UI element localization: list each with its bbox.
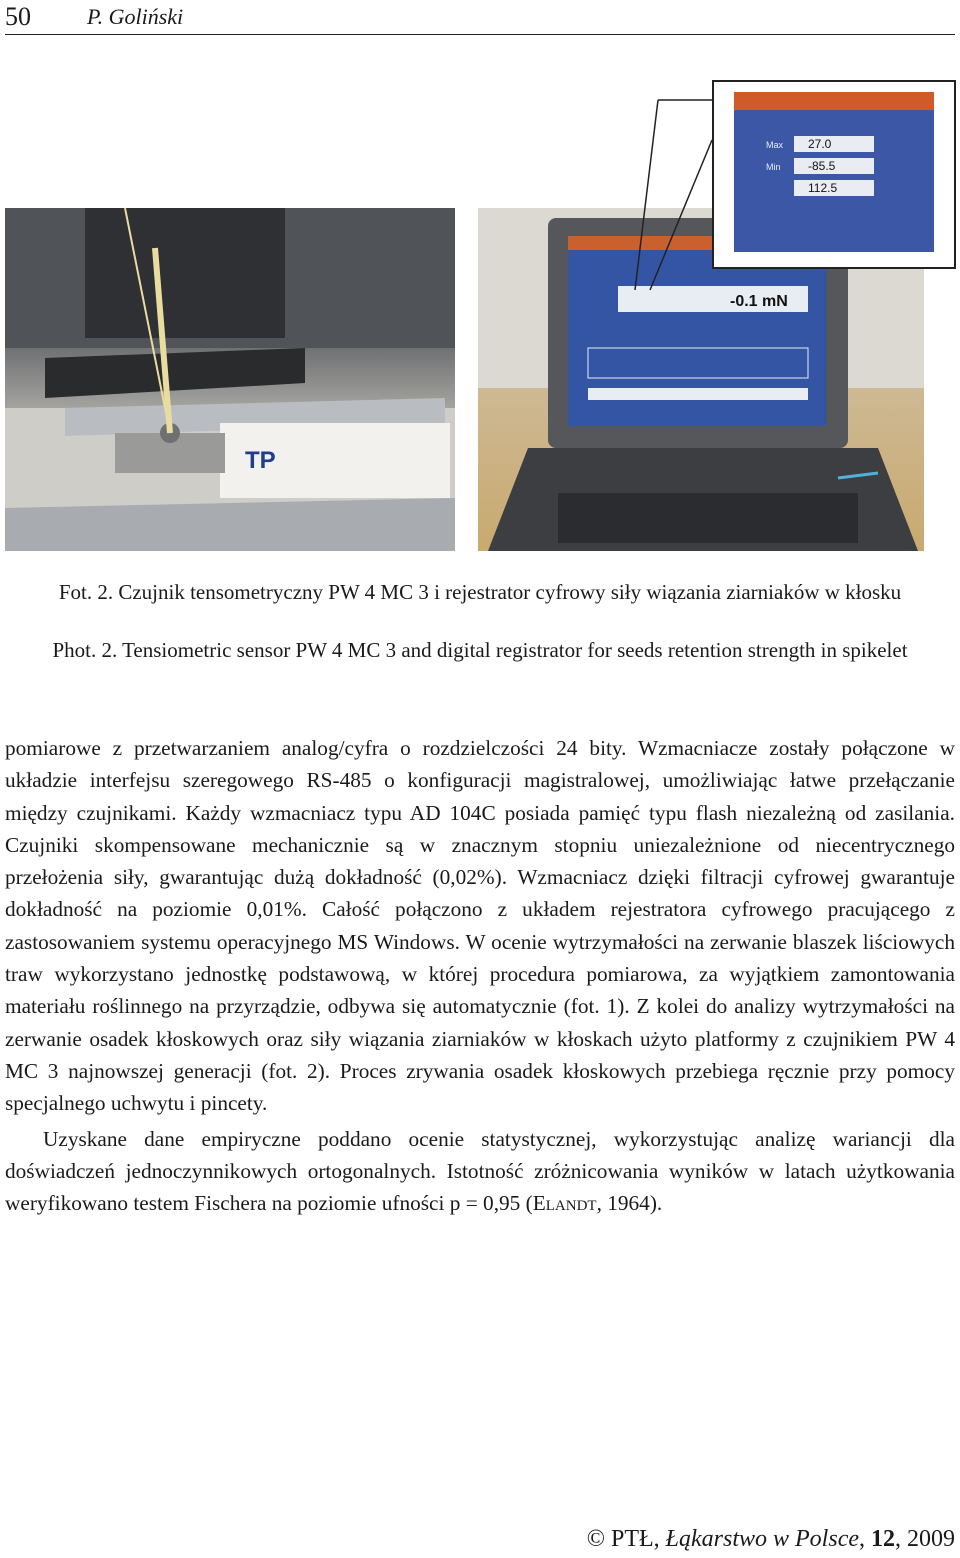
figure-caption-english: Phot. 2. Tensiometric sensor PW 4 MC 3 and digital registrator for seeds retention strength in spikelet (52, 638, 908, 662)
photo-sensor-platform (5, 208, 455, 551)
paragraph-2 (5, 1123, 955, 1220)
inset-title-bar (734, 92, 934, 110)
paragraph-1: pomiarowe z przetwarzaniem analog/cyfra o rozdzielczości 24 bity. Wzmacniacze zostały połączone w układzie interfejsu szeregowego RS-485 o konfiguracji magistralowej, umożliwiając łatwe przełączanie między czujnikami. Każdy wzmacniacz typu AD 104C posiada pamięć typu flash niezależną od zasilania. Czujniki skompensowane mechanicznie są w znacznym stopniu uniezależnione od niecentrycznego przełożenia siły, gwarantując dużą dokładność (0,02%). Wzmacniacz dzięki filtracji cyfrowej gwarantuje dokładność na poziomie 0,01%. Całość połączono z układem rejestratora cyfrowego pracującego z zastosowaniem systemu operacyjnego MS Windows. W ocenie wytrzymałości na zerwanie blaszek liściowych traw wykorzystano jednostkę podstawową, w której procedura pomiarowa, za wyjątkiem zamontowania materiału roślinnego na przyrządzie, odbywa się automatycznie (fot. 1). Z kolei do analizy wytrzymałości na zerwanie osadek kłoskowych oraz siły wiązania ziarniaków w kłoskach użyto platformy z czujnikiem PW 4 MC 3 najnowszej generacji (fot. 2). Proces zrywania osadek kłoskowych przebiega ręcznie przy pomocy specjalnego uchwytu i pincety. (5, 736, 955, 1116)
inset-min-label: Min (766, 162, 781, 172)
footer-volume: 12 (871, 1526, 895, 1552)
paragraph-2-text: Uzyskane dane empiryczne poddano ocenie statystycznej, wykorzystując analizę wariancji dla doświadczeń jednoczynnikowych ortogonalnych. Istotność zróżnicowania wyników w latach użytkowania weryfikowano testem Fischera na poziomie ufności p = 0,95 ( (5, 1126, 955, 1216)
footer-journal: Łąkarstwo w Polsce (665, 1526, 859, 1552)
screen-inset-zoom (712, 80, 956, 269)
citation-year: , 1964). (596, 1191, 663, 1216)
inset-screen (734, 92, 934, 252)
inset-max-value: 27.0 (794, 136, 874, 152)
figure-caption-polish: Fot. 2. Czujnik tensometryczny PW 4 MC 3 i rejestrator cyfrowy siły wiązania ziarniaków w kłosku (58, 580, 902, 604)
page-number: 50 (5, 2, 31, 31)
svg-text:TP: TP (245, 447, 276, 474)
footer-copyright: © PTŁ, (586, 1526, 666, 1552)
pointer-lines (600, 80, 720, 300)
footer-year: , 2009 (895, 1526, 955, 1552)
footer-sep: , (859, 1526, 871, 1552)
citation-author: Elandt (532, 1191, 597, 1216)
svg-text:-0.1 mN: -0.1 mN (730, 293, 788, 310)
inset-max-label: Max (766, 140, 784, 150)
running-author: P. Goliński (87, 4, 184, 29)
inset-min-value: -85.5 (794, 158, 874, 174)
body-text (5, 732, 955, 1219)
inset-range-value: 112.5 (794, 180, 874, 196)
running-header (5, 0, 955, 35)
page-footer (587, 1526, 955, 1553)
